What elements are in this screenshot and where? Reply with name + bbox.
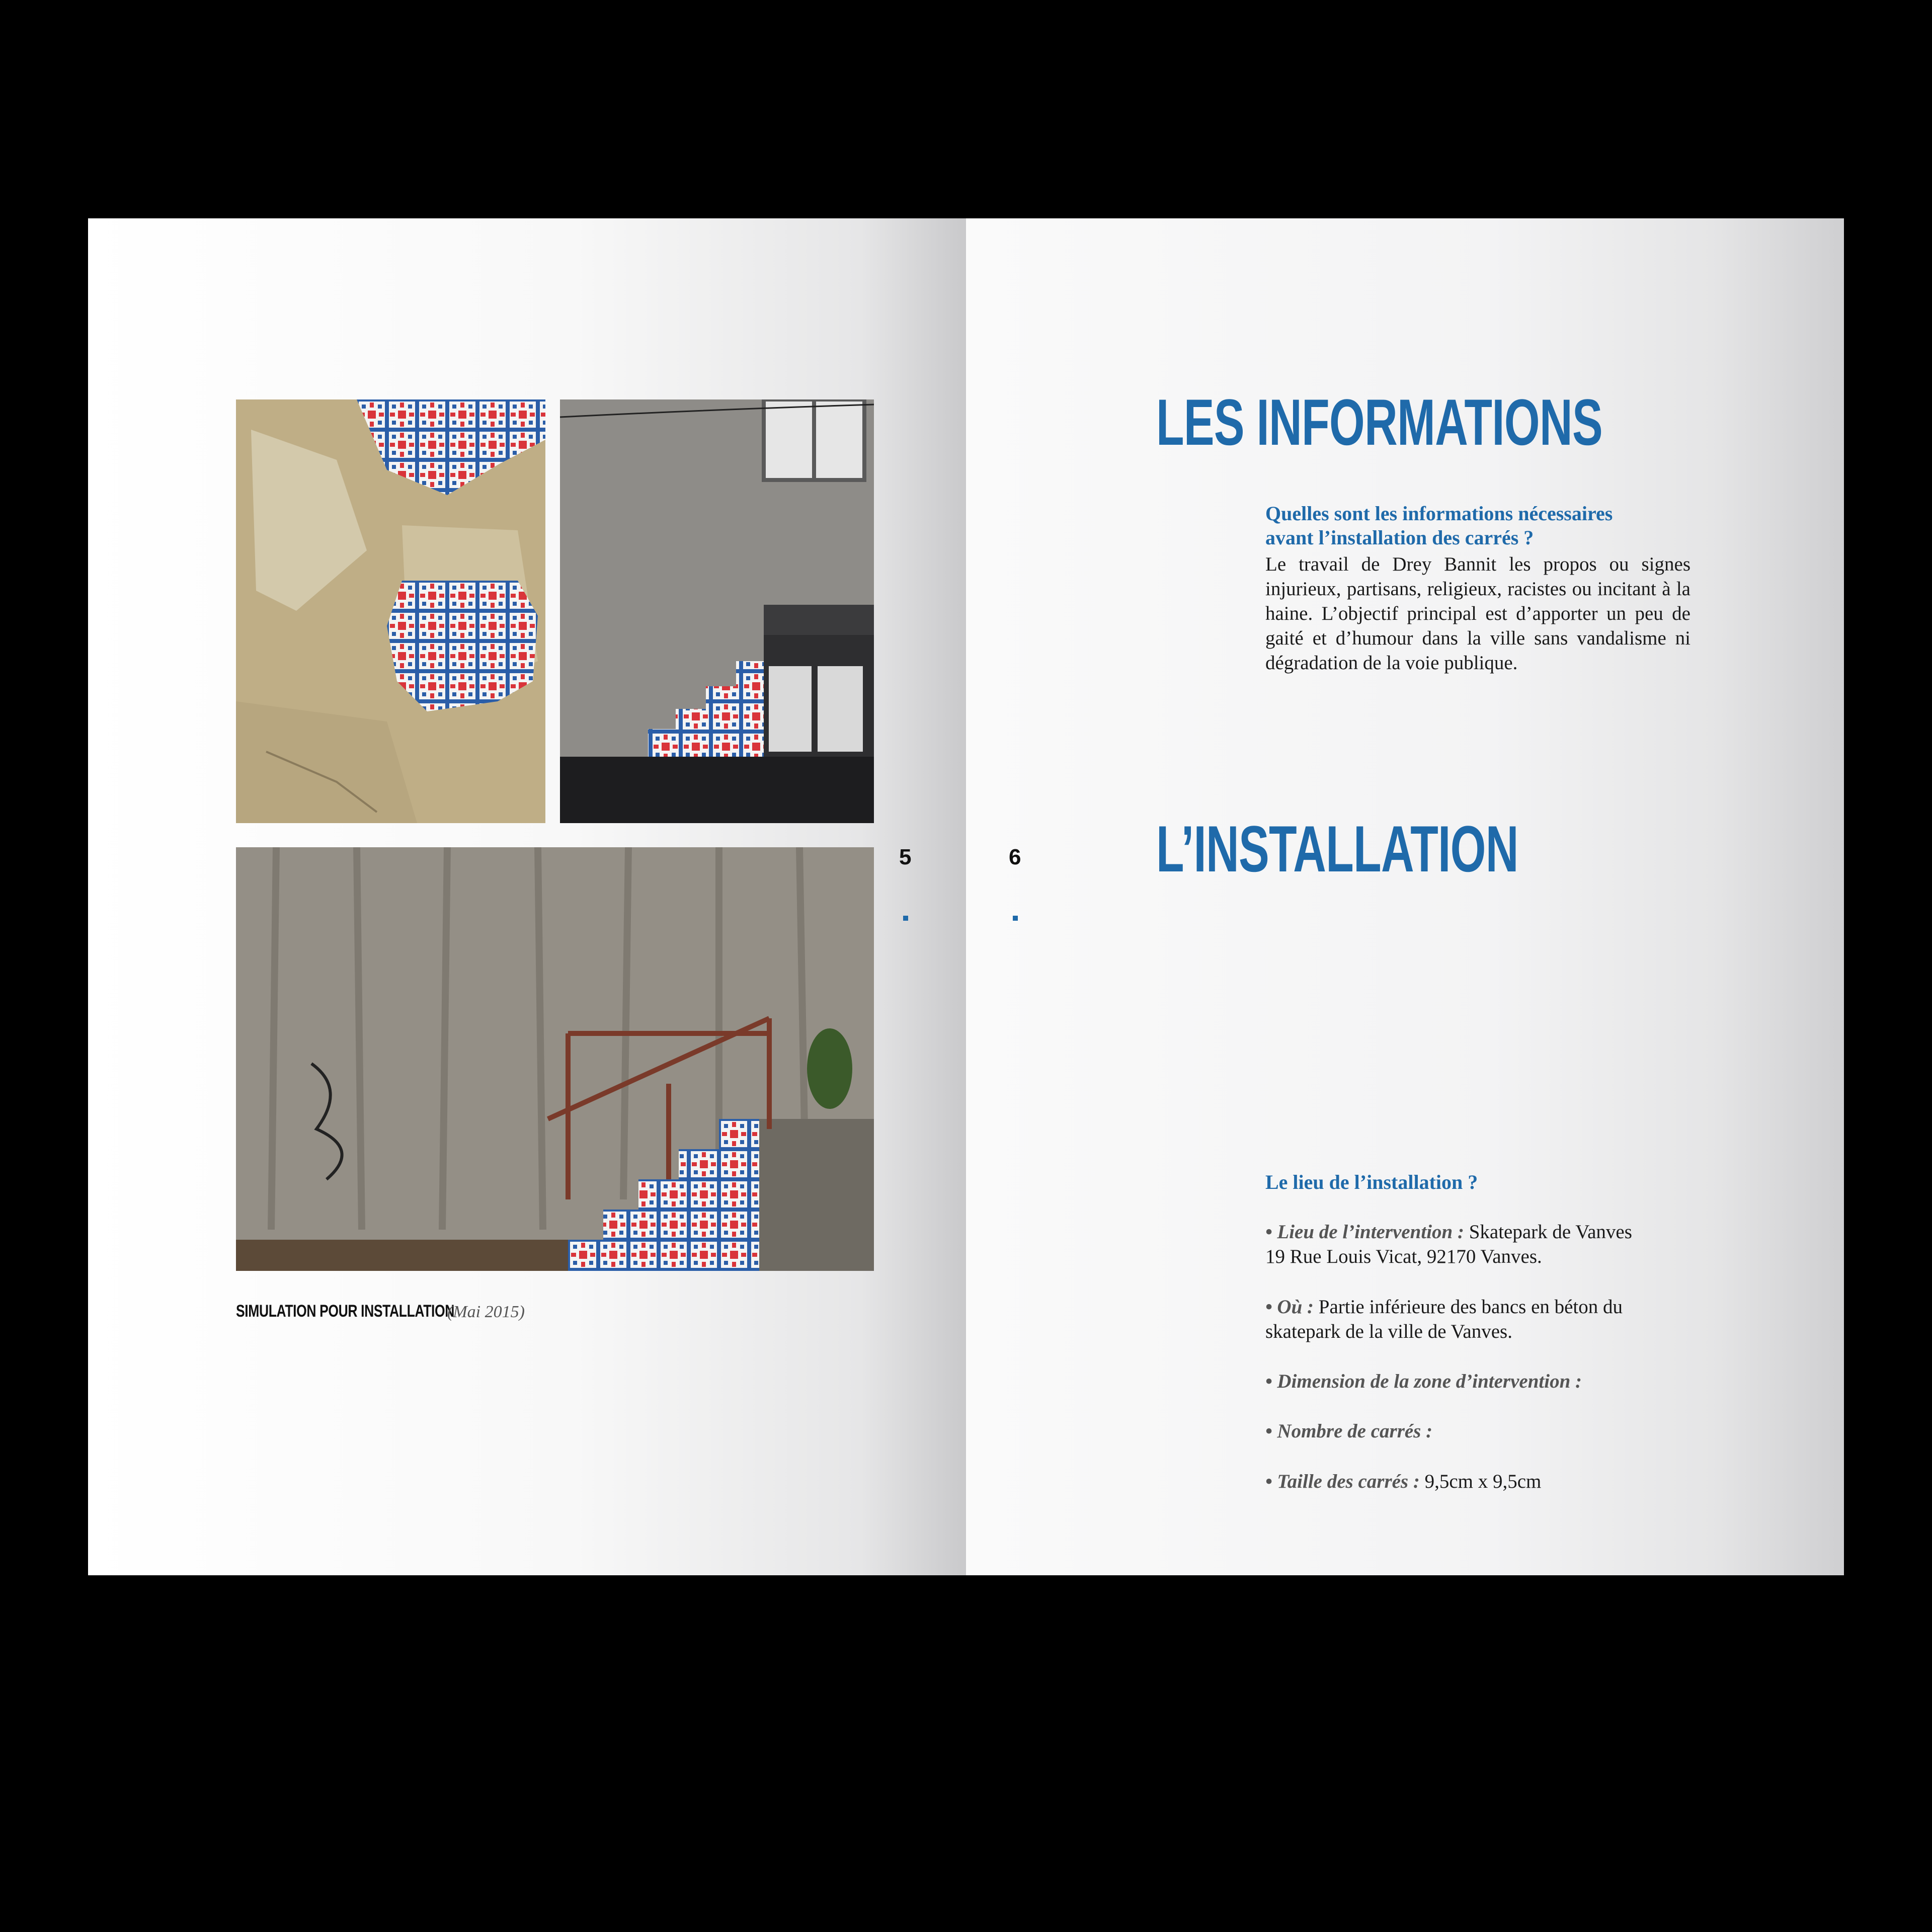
heading-les-informations: LES INFORMATIONS (1156, 385, 1602, 459)
item-lieu-value: Skatepark de Vanves (1464, 1221, 1632, 1243)
informations-question (1265, 502, 1693, 550)
item-dimension (1265, 1369, 1582, 1394)
heading-installation: L’INSTALLATION (1156, 812, 1518, 886)
photo-plaster-wall (236, 399, 545, 823)
item-ou (1265, 1295, 1623, 1344)
question-line-1: Quelles sont les informations nécessaires (1265, 502, 1613, 525)
item-lieu-label: • Lieu de l’intervention : (1265, 1221, 1464, 1243)
item-nombre (1265, 1419, 1432, 1443)
item-nombre-label: • Nombre de carrés : (1265, 1420, 1433, 1442)
item-dimension-label: • Dimension de la zone d’intervention : (1265, 1371, 1582, 1392)
informations-body: Le travail de Drey Bannit les propos ou signes injurieux, partisans, religieux, racistes ou incitant à la haine. L’objectif principal est d’apporter un peu de gaité et d’humour dans la ville sans vandalisme ni dégradation de la voie publique. (1265, 553, 1691, 674)
page-marker-right (1013, 916, 1018, 921)
page-number-left: 5 (899, 845, 912, 869)
item-taille-label: • Taille des carrés : (1265, 1471, 1420, 1492)
photo-concrete-stairs (236, 847, 874, 1271)
photo-caption (236, 1302, 525, 1321)
item-taille-value: 9,5cm x 9,5cm (1419, 1471, 1542, 1492)
right-page (966, 218, 1844, 1575)
photo-building-facade (560, 399, 874, 823)
left-page (88, 218, 966, 1575)
item-ou-label: • Où : (1265, 1296, 1314, 1318)
caption-title: SIMULATION POUR INSTALLATION (236, 1302, 454, 1321)
item-taille (1265, 1469, 1541, 1494)
question-line-2: avant l’installation des carrés ? (1265, 526, 1534, 549)
item-ou-value: Partie inférieure des bancs en béton du (1314, 1296, 1623, 1318)
item-lieu-value2: 19 Rue Louis Vicat, 92170 Vanves. (1265, 1246, 1542, 1267)
caption-date: (Mai 2015) (447, 1303, 525, 1321)
installation-question: Le lieu de l’installation ? (1265, 1171, 1478, 1193)
page-number-right: 6 (1009, 845, 1021, 869)
page-marker-left (903, 916, 908, 921)
item-ou-value2: skatepark de la ville de Vanves. (1265, 1321, 1512, 1342)
item-lieu (1265, 1220, 1632, 1269)
